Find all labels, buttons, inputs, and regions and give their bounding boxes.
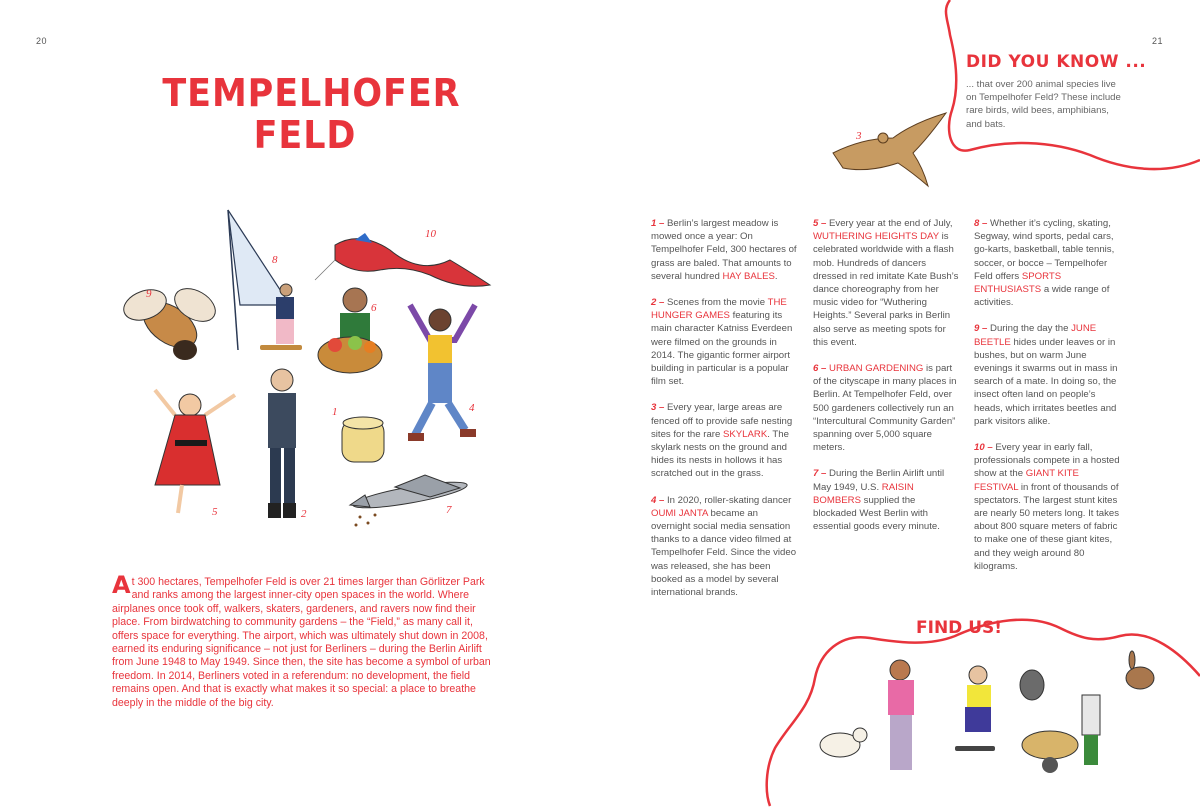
illustration-cluster xyxy=(110,205,510,545)
page-title xyxy=(162,71,461,157)
did-you-know-heading: DID YOU KNOW ... xyxy=(966,52,1147,72)
gardener-illustration xyxy=(318,288,382,373)
raisin-bomber-illustration xyxy=(350,475,469,527)
illustration-number-8: 8 xyxy=(272,254,278,266)
find-us-heading: FIND US! xyxy=(916,618,1002,638)
dragon-kite-illustration xyxy=(315,233,490,286)
illustration-number-7: 7 xyxy=(446,504,452,516)
fact-item: 8 – Whether it’s cycling, skating, Segway, wind sports, pedal cars, go-karts, basketball, table tennis, soccer, or bocce – Tempelhofer Feld offers SPORTS ENTHUSIASTS a wide range of activities. xyxy=(974,218,1115,309)
fact-item: 3 – Every year, large areas are fenced off to provide safe nesting sites for the rare SKYLARK. The skylark nests on the ground and hides its nests in hollows it has scratched out in the grass. xyxy=(651,402,793,480)
fact-item: 4 – In 2020, roller-skating dancer OUMI JANTA became an overnight social media sensation thanks to a dance video filmed at Tempelhofer Feld. Since the video was released, she has been booked as a model by several international brands. xyxy=(651,494,797,599)
did-you-know-box xyxy=(966,52,1166,131)
intro-paragraph xyxy=(112,571,502,710)
fact-item: 7 – During the Berlin Airlift until May 1949, U.S. RAISIN BOMBERS supplied the blockaded West Berlin with essential goods every minute. xyxy=(813,468,945,533)
windsurfer-illustration xyxy=(228,210,302,350)
red-dress-dancer-illustration xyxy=(155,390,235,513)
title-line-1: TEMPELHOFER xyxy=(162,71,461,115)
roller-skater-illustration xyxy=(408,305,476,441)
title-line-2: FELD xyxy=(253,113,357,157)
illustration-number-5: 5 xyxy=(212,506,218,518)
illustration-number-1: 1 xyxy=(332,406,338,418)
facts-column-1 xyxy=(651,217,797,612)
illustration-number-4: 4 xyxy=(469,402,475,414)
facts-column-2 xyxy=(813,217,959,546)
illustration-number-3: 3 xyxy=(856,130,862,142)
facts-column-3 xyxy=(974,217,1120,586)
page-number-left: 20 xyxy=(36,36,48,46)
katniss-illustration xyxy=(268,369,296,518)
did-you-know-text: ... that over 200 animal species live on Tempelhofer Feld? These include rare birds, wild bees, amphibians, and bats. xyxy=(966,79,1121,130)
hay-bale-illustration xyxy=(342,417,384,462)
find-us-characters-illustration xyxy=(810,650,1170,790)
fact-item: 6 – URBAN GARDENING is part of the cityscape in many places in Berlin. At Tempelhofer Feld, over 500 gardeners collectively run an “Intercultural Community Garden” spanning over 5,000 square meters. xyxy=(813,363,957,454)
fact-item: 2 – Scenes from the movie THE HUNGER GAMES featuring its main character Katniss Everdeen were filmed on the grounds in 2014. The gigantic former airport building in particular is a popular film set. xyxy=(651,297,793,388)
skylark-illustration xyxy=(828,108,948,188)
june-beetle-illustration xyxy=(120,282,222,360)
illustration-number-9: 9 xyxy=(146,288,152,300)
illustration-number-10: 10 xyxy=(425,228,436,240)
fact-item: 1 – Berlin’s largest meadow is mowed once a year: On Tempelhofer Feld, 300 hectares of grass are baled. That amounts to several hundred HAY BALES. xyxy=(651,218,797,282)
fact-item: 9 – During the day the JUNE BEETLE hides under leaves or in bushes, but on warm June evenings it swarms out in mass in search of a mate. In doing so, the insect often land on people’s heads, which irritates beetles and park visitors alike. xyxy=(974,323,1118,427)
illustration-number-6: 6 xyxy=(371,302,377,314)
page-number-right: 21 xyxy=(1152,36,1164,46)
fact-item: 5 – Every year at the end of July, WUTHERING HEIGHTS DAY is celebrated worldwide with a flash mob. Hundreds of dancers dressed in red imitate Kate Bush’s dance choreography from her music video for “Wuthering Heights.” Several parks in Berlin also serve as meeting spots for this event. xyxy=(813,218,959,348)
intro-text: t 300 hectares, Tempelhofer Feld is over 21 times larger than Görlitzer Park and ranks among the largest inner-city open spaces in the world. Where airplanes once took off, walkers, skaters, gardeners, and ravers now find their place. From birdwatching to community gardens – the “Field,” as many call it, offers space for everything. The airport, which was ultimately shut down in 2008, earned its enduring significance – not just for Berliners – during the Berlin Airlift from June 1948 to May 1949. Since then, the site has become a symbol of urban freedom. In 2014, Berliners voted in a referendum: no development, the field remains open. And that is exactly what makes it so special: a place to breathe deeply in the middle of the big city. xyxy=(112,576,491,709)
fact-item: 10 – Every year in early fall, professionals compete in a hosted show at the GIANT KITE FESTIVAL in front of thousands of spectators. The largest stunt kites are nearly 50 meters long. It takes about 800 square meters of fabric to make one of these giant kites, and they weigh around 80 kilograms. xyxy=(974,442,1120,572)
illustration-number-2: 2 xyxy=(301,508,307,520)
intro-dropcap: A xyxy=(112,571,131,599)
